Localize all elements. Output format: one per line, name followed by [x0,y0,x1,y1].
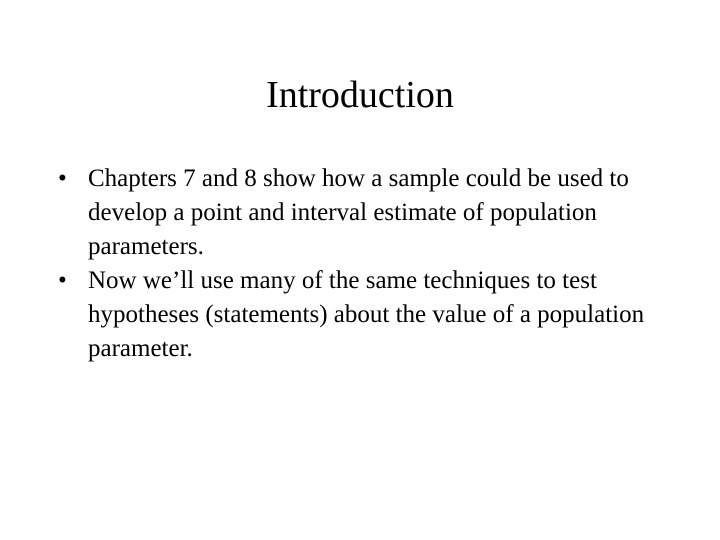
bullet-item [58,162,678,264]
bullet-icon: • [58,267,67,294]
bullet-text: Now we’ll use many of the same techniques to test hypotheses (statements) about the value of a population parameter. [88,267,645,362]
bullet-icon: • [58,165,67,192]
bullet-text: Chapters 7 and 8 show how a sample could be used to develop a point and interval estimate of population parameters. [88,165,629,260]
slide-title: Introduction [266,74,454,116]
bullet-list [58,162,678,366]
bullet-item [58,264,678,366]
